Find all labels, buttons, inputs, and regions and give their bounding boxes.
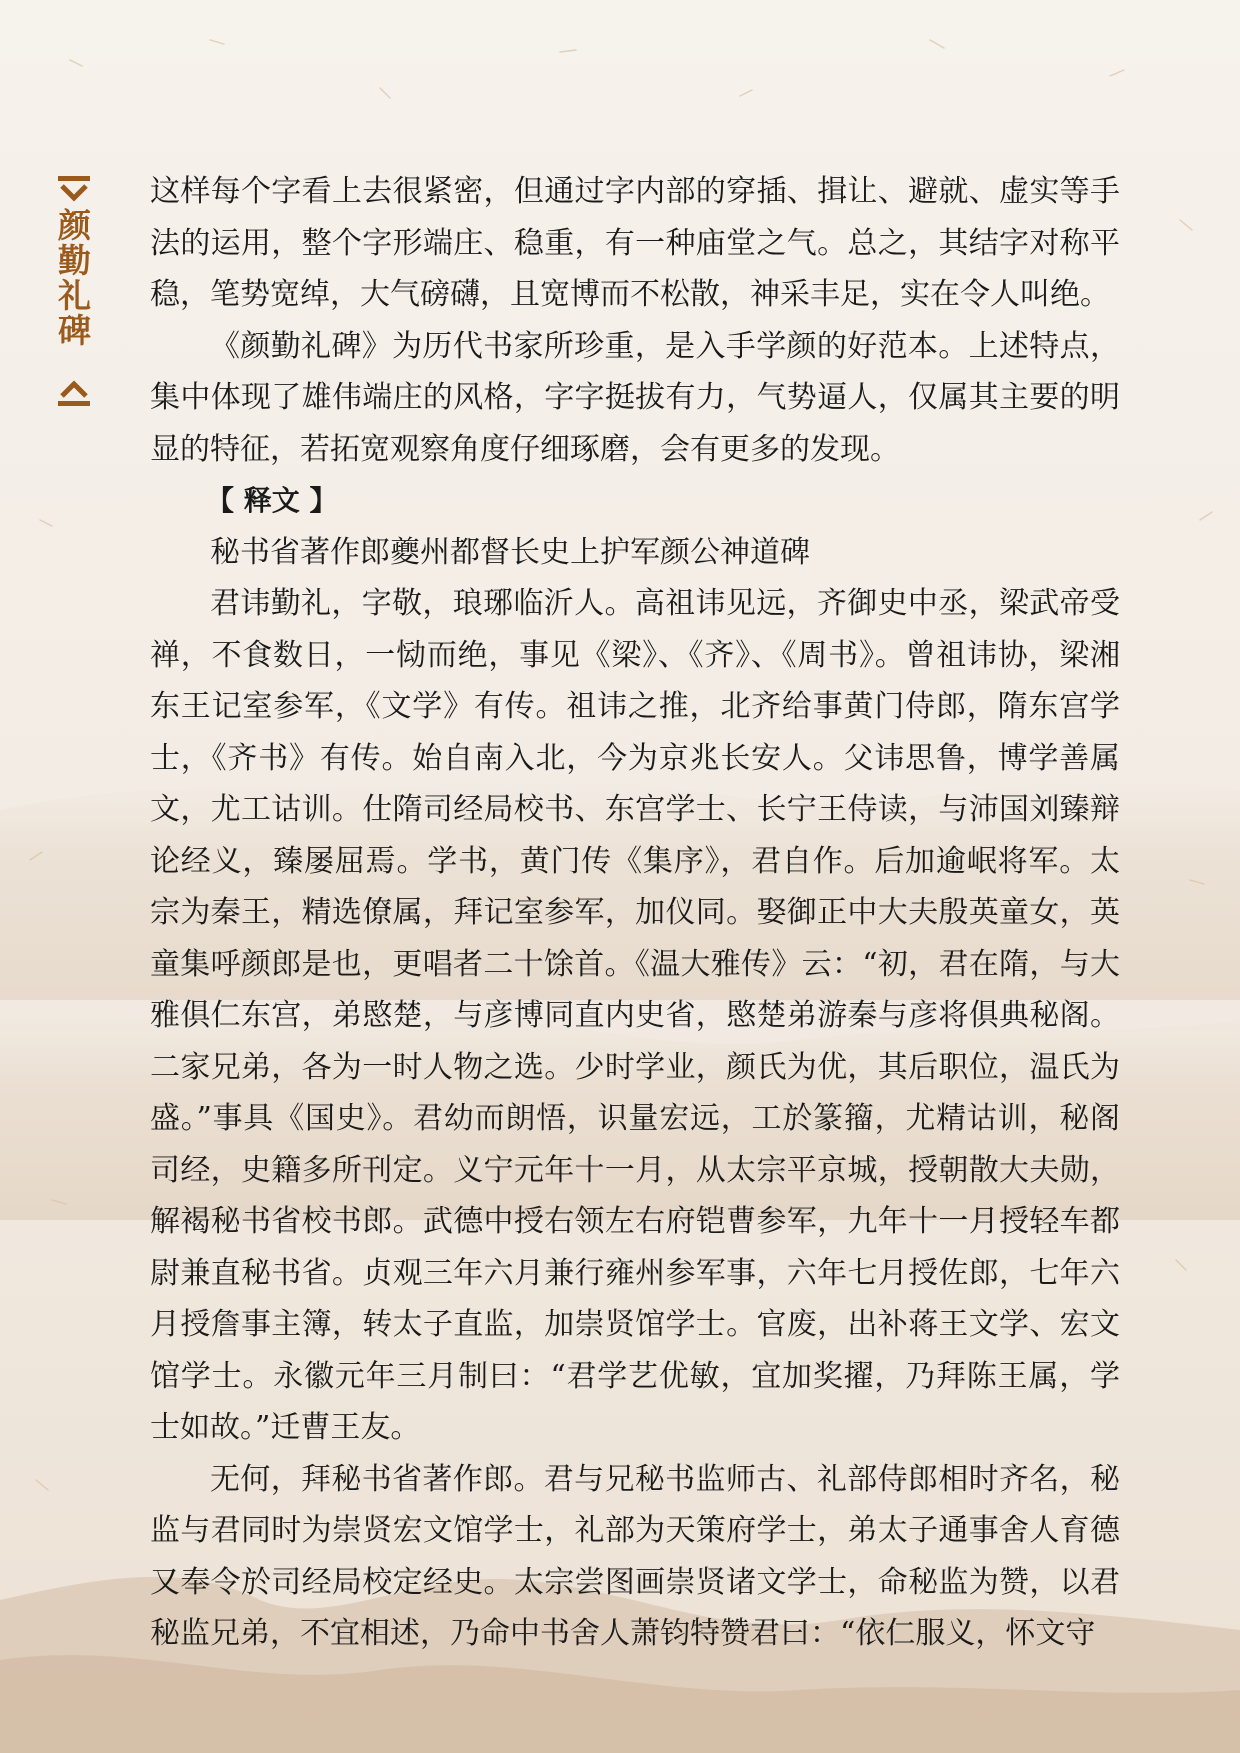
side-title: 颜勤礼碑 — [53, 208, 92, 348]
translation-paragraph: 无何，拜秘书省著作郎。君与兄秘书监师古、礼部侍郎相时齐名，秘监与君同时为崇贤宏文馆学士，礼部为天策府学士，弟太子通事舍人育德又奉令於司经局校定经史。太宗尝图画崇贤诸文学士，命秘监为赞，以君秘监兄弟，不宜相述，乃命中书舍人萧钧特赞君曰：“依仁服义，怀文守 — [150, 1461, 1120, 1651]
article-body — [150, 166, 1120, 1660]
section-heading: 【 释文 】 — [206, 484, 338, 517]
inscription-title: 秘书省著作郎夔州都督长史上护军颜公神道碑 — [210, 534, 810, 570]
translation-paragraph: 君讳勤礼，字敬，琅琊临沂人。高祖讳见远，齐御史中丞，梁武帝受禅，不食数日，一恸而绝，事见《梁》、《齐》、《周书》。曾祖讳协，梁湘东王记室参军，《文学》有传。祖讳之推，北齐给事黄门侍郎，隋东宫学士，《齐书》有传。始自南入北，今为京兆长安人。父讳思鲁，博学善属文，尤工诂训。仕隋司经局校书、东宫学士、长宁王侍读，与沛国刘臻辩论经义，臻屡屈焉。学书，黄门传《集序》，君自作。后加逾岷将军。太宗为秦王，精选僚属，拜记室参军，加仪同。娶御正中大夫殷英童女，英童集呼颜郎是也，更唱者二十馀首。《温大雅传》云：“初，君在隋，与大雅俱仁东宫，弟愍楚，与彦博同直内史省，愍楚弟游秦与彦将俱典秘阁。二家兄弟，各为一时人物之选。少时学业，颜氏为优，其后职位，温氏为盛。”事具《国史》。君幼而朗悟，识量宏远，工於篆籀，尤精诂训，秘阁司经，史籍多所刊定。义宁元年十一月，从太宗平京城，授朝散大夫勋，解褐秘书省校书郎。武德中授右领左右府铠曹参军，九年十一月授轻车都尉兼直秘书省。贞观三年六月兼行雍州参军事，六年七月授佐郎，七年六月授詹事主簿，转太子直监，加崇贤馆学士。官废，出补蒋王文学、宏文馆学士。永徽元年三月制曰：“君学艺优敏，宜加奖擢，乃拜陈王属，学士如故。”迁曹王友。 — [150, 586, 1120, 1445]
body-paragraph: 《颜勤礼碑》为历代书家所珍重，是入手学颜的好范本。上述特点，集中体现了雄伟端庄的风格，字字挺拔有力，气势逼人，仅属其主要的明显的特征，若拓宽观察角度仔细琢磨，会有更多的发现。 — [150, 328, 1120, 467]
body-paragraph: 这样每个字看上去很紧密，但通过字内部的穿插、揖让、避就、虚实等手法的运用，整个字形端庄、稳重，有一种庙堂之气。总之，其结字对称平稳，笔势宽绰，大气磅礴，且宽博而不松散，神采丰足，实在令人叫绝。 — [150, 174, 1120, 312]
